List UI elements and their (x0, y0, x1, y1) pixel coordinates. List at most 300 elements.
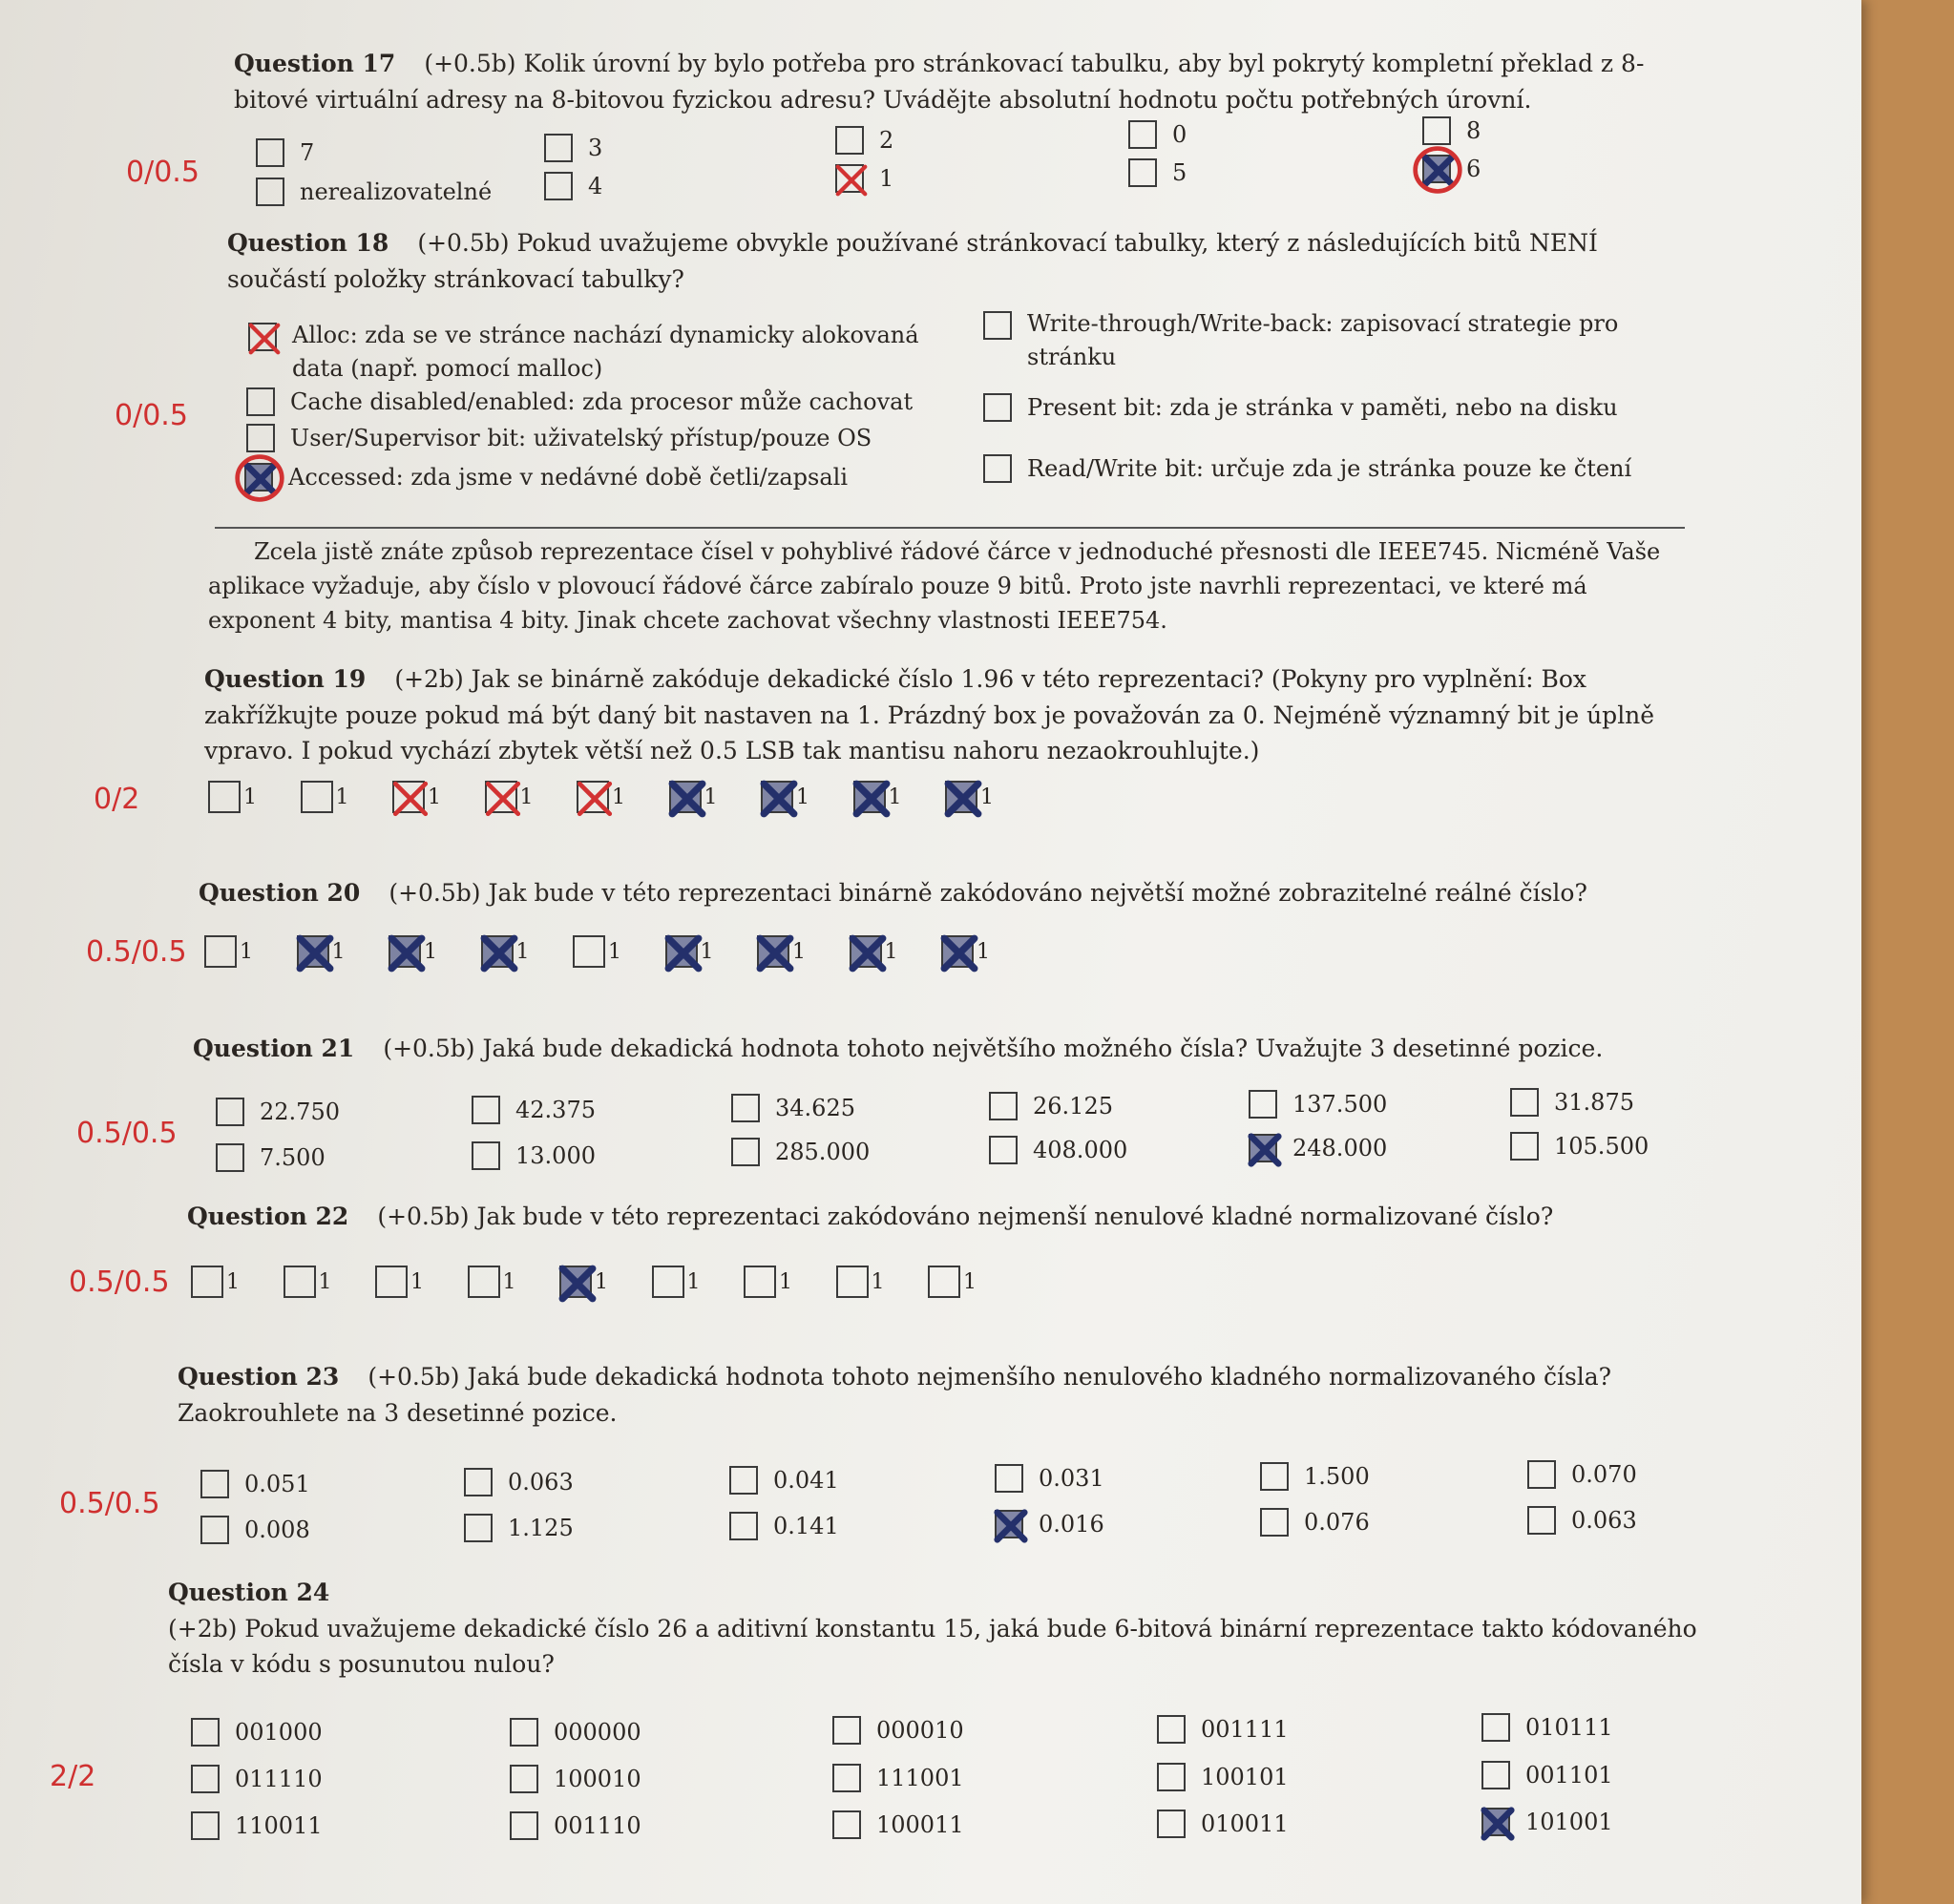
q17-option[interactable] (544, 134, 602, 162)
checkbox[interactable] (472, 1141, 500, 1170)
q19-title: Question 19 (204, 665, 367, 693)
checkbox[interactable] (832, 1810, 861, 1839)
q18-text: (+0.5b) Pokud uvažujeme obvykle používané stránkovací tabulky, který z následujících bitů NENÍ součástí položky stránkovací tabulky? (227, 229, 1598, 293)
q18-option[interactable] (246, 424, 872, 452)
bit-label: 1 (515, 939, 530, 964)
checkbox[interactable] (995, 1464, 1023, 1493)
option-label: 31.875 (1554, 1089, 1634, 1116)
option-label: 0.070 (1571, 1461, 1637, 1488)
blue-cross-mark (295, 933, 335, 973)
q20-bit-row (204, 935, 1016, 975)
q17-option[interactable] (1128, 158, 1187, 187)
q24-option[interactable] (510, 1811, 641, 1840)
option-label: 101001 (1525, 1809, 1613, 1835)
option-label: 26.125 (1033, 1093, 1113, 1119)
checkbox[interactable] (464, 1468, 493, 1496)
q23-option[interactable] (1260, 1508, 1370, 1537)
checkbox[interactable] (204, 935, 237, 968)
red-circle-mark (233, 451, 286, 505)
bit-label: 1 (331, 939, 346, 964)
q22-title: Question 22 (187, 1203, 349, 1230)
bit-label: 1 (595, 1269, 608, 1294)
checkbox[interactable] (652, 1266, 684, 1298)
bit-label: 1 (871, 1269, 885, 1294)
option-label: 42.375 (515, 1097, 596, 1123)
checkbox[interactable] (744, 1266, 776, 1298)
checkbox[interactable] (256, 138, 284, 167)
checkbox[interactable] (832, 1716, 861, 1745)
checkbox[interactable] (389, 935, 421, 968)
checkbox[interactable] (244, 463, 273, 492)
checkbox[interactable] (216, 1098, 244, 1126)
checkbox[interactable] (1157, 1810, 1186, 1838)
option-label: 001111 (1201, 1716, 1289, 1743)
bit-option[interactable] (392, 781, 441, 813)
q20-header (199, 875, 1697, 911)
bit-option[interactable] (204, 935, 253, 968)
checkbox[interactable] (544, 172, 573, 200)
blue-cross-mark (848, 933, 888, 973)
q23-option[interactable] (1527, 1460, 1637, 1489)
checkbox[interactable] (191, 1266, 223, 1298)
q24-option[interactable] (1481, 1761, 1613, 1789)
blue-cross-mark (759, 779, 799, 819)
checkbox[interactable] (256, 178, 284, 206)
bit-option[interactable] (375, 1266, 424, 1298)
checkbox[interactable] (1510, 1088, 1539, 1117)
blue-cross-mark (1247, 1132, 1283, 1168)
q17-option[interactable] (256, 138, 314, 167)
q20-score: 0.5/0.5 (86, 935, 187, 969)
bit-label: 1 (704, 785, 718, 809)
bit-label: 1 (318, 1269, 332, 1294)
option-label: 0.031 (1039, 1465, 1104, 1492)
q20-text: (+0.5b) Jak bude v této reprezentaci binárně zakódováno největší možné zobrazitelné reálné číslo? (389, 879, 1587, 907)
checkbox[interactable] (853, 781, 886, 813)
q24-option[interactable] (510, 1765, 641, 1793)
q17-text: (+0.5b) Kolik úrovní by bylo potřeba pro stránkovací tabulku, aby byl pokrytý kompletní překlad z 8-bitové virtuální adresy na 8-bitovou fyzickou adresu? Uvádějte absolutní hodnotu počtu potřebných úrovní. (234, 50, 1645, 114)
bit-label: 1 (686, 1269, 701, 1294)
checkbox[interactable] (375, 1266, 408, 1298)
option-label: 7.500 (260, 1144, 326, 1171)
q18-option[interactable] (246, 387, 913, 416)
q17-option[interactable] (835, 126, 893, 155)
q21-option[interactable] (1510, 1088, 1634, 1117)
option-label: 8 (1466, 117, 1481, 144)
q22-bit-row (191, 1266, 1002, 1306)
bit-option[interactable] (577, 781, 625, 813)
bit-option[interactable] (389, 935, 437, 968)
bit-option[interactable] (928, 1266, 977, 1298)
checkbox[interactable] (928, 1266, 960, 1298)
q21-title: Question 21 (193, 1035, 355, 1062)
option-label: 111001 (876, 1765, 964, 1791)
q20-title: Question 20 (199, 879, 361, 907)
option-label: nerealizovatelné (300, 178, 493, 205)
bit-option[interactable] (669, 781, 718, 813)
option-label: 0.051 (244, 1471, 310, 1497)
checkbox[interactable] (544, 134, 573, 162)
checkbox[interactable] (729, 1512, 758, 1540)
option-label: 137.500 (1292, 1091, 1388, 1118)
checkbox[interactable] (850, 935, 882, 968)
option-label: 010011 (1201, 1810, 1289, 1837)
q18-option[interactable] (248, 319, 935, 386)
checkbox[interactable] (836, 1266, 869, 1298)
bit-label: 1 (502, 1269, 516, 1294)
bit-option[interactable] (836, 1266, 885, 1298)
bit-option[interactable] (652, 1266, 701, 1298)
q23-option[interactable] (464, 1468, 574, 1496)
checkbox[interactable] (1249, 1090, 1277, 1119)
checkbox[interactable] (731, 1138, 760, 1166)
option-label: 2 (879, 127, 894, 154)
q17-score: 0/0.5 (126, 156, 200, 189)
q24-text: (+2b) Pokud uvažujeme dekadické číslo 26 a aditivní konstantu 15, jaká bude 6-bitová binární reprezentace takto kódovaného čísla v kódu s posunutou nulou? (168, 1614, 1697, 1678)
option-label: 001000 (235, 1719, 323, 1746)
checkbox[interactable] (832, 1764, 861, 1792)
option-label: 0.016 (1039, 1511, 1104, 1538)
bit-option[interactable] (297, 935, 346, 968)
q23-score: 0.5/0.5 (59, 1487, 160, 1520)
option-label: 100010 (554, 1766, 641, 1792)
checkbox[interactable] (989, 1092, 1018, 1120)
checkbox[interactable] (1510, 1132, 1539, 1161)
option-label: 3 (588, 135, 603, 161)
checkbox[interactable] (835, 126, 864, 155)
checkbox[interactable] (246, 387, 275, 416)
option-label: 010111 (1525, 1714, 1613, 1741)
bit-label: 1 (243, 785, 257, 809)
option-label: 34.625 (775, 1095, 855, 1121)
option-label: 0.076 (1304, 1509, 1370, 1536)
q21-option[interactable] (216, 1098, 340, 1126)
q17-title: Question 17 (234, 50, 396, 77)
checkbox[interactable] (468, 1266, 500, 1298)
option-label: 0.141 (773, 1513, 839, 1539)
checkbox[interactable] (200, 1516, 229, 1544)
bit-label: 1 (884, 939, 898, 964)
q23-header (178, 1359, 1724, 1431)
q21-option[interactable] (1249, 1134, 1387, 1162)
q21-option[interactable] (216, 1143, 326, 1172)
option-label: 0.008 (244, 1517, 310, 1543)
bit-option[interactable] (853, 781, 902, 813)
checkbox[interactable] (1249, 1134, 1277, 1162)
q24-option[interactable] (1157, 1810, 1289, 1838)
q17-header (234, 46, 1685, 117)
q19-text: (+2b) Jak se binárně zakóduje dekadické číslo 1.96 v této reprezentaci? (Pokyny pro vyplnění: Box zakřížkujte pouze pokud má být daný bit nastaven na 1. Prázdný box je považován za 0. Nejméně významný bit je úplně vpravo. I pokud vychází zbytek větší než 0.5 LSB tak mantisu nahoru nezaokrouhlujte.) (204, 665, 1655, 764)
q18-option[interactable] (983, 454, 1631, 483)
q23-option[interactable] (200, 1516, 310, 1544)
q19-bit-row (208, 781, 1019, 821)
bit-label: 1 (779, 1269, 792, 1294)
checkbox[interactable] (983, 454, 1012, 483)
q17-option[interactable] (835, 164, 893, 193)
blue-cross-mark (387, 933, 427, 973)
q24-option[interactable] (191, 1811, 323, 1840)
q22-header (187, 1199, 1686, 1235)
intro-paragraph: Zcela jistě znáte způsob reprezentace čísel v pohyblivé řádové čárce v jednoduché přesnosti dle IEEE745. Nicméně Vaše aplikace vyžaduje, aby číslo v plovoucí řádové čárce zabíralo pouze 9 bitů. Proto jste navrhli reprezentaci, ve které má exponent 4 bity, mantisa 4 bity. Jinak chcete zachovat všechny vlastnosti IEEE754. (208, 538, 1661, 634)
bit-label: 1 (240, 939, 253, 964)
q24-title: Question 24 (168, 1579, 330, 1606)
q24-option[interactable] (1157, 1715, 1289, 1744)
q24-option[interactable] (1481, 1713, 1613, 1742)
checkbox[interactable] (191, 1765, 220, 1793)
checkbox[interactable] (248, 323, 277, 351)
bit-option[interactable] (559, 1266, 608, 1298)
option-label: 001110 (554, 1812, 641, 1839)
option-label: Cache disabled/enabled: zda procesor může cachovat (290, 388, 914, 415)
q21-option[interactable] (472, 1096, 596, 1124)
bit-label: 1 (226, 1269, 240, 1294)
q18-option[interactable] (244, 463, 848, 492)
bit-label: 1 (608, 939, 621, 964)
option-label: 4 (588, 173, 603, 199)
checkbox[interactable] (464, 1514, 493, 1542)
bit-option[interactable] (301, 781, 349, 813)
blue-cross-mark (479, 933, 519, 973)
checkbox[interactable] (665, 935, 698, 968)
option-label: Read/Write bit: určuje zda je stránka pouze ke čtení (1027, 455, 1632, 482)
checkbox[interactable] (1260, 1462, 1289, 1491)
checkbox[interactable] (392, 781, 425, 813)
checkbox[interactable] (729, 1466, 758, 1495)
checkbox[interactable] (200, 1470, 229, 1498)
q21-option[interactable] (1510, 1132, 1649, 1161)
q24-option[interactable] (832, 1764, 964, 1792)
checkbox[interactable] (995, 1510, 1023, 1538)
bit-label: 1 (424, 939, 437, 964)
checkbox[interactable] (983, 311, 1012, 340)
q22-text: (+0.5b) Jak bude v této reprezentaci zakódováno nejmenší nenulové kladné normalizované číslo? (377, 1203, 1554, 1230)
q23-text: (+0.5b) Jaká bude dekadická hodnota tohoto nejmenšího nenulového kladného normalizovaného čísla? Zaokrouhlete na 3 desetinné pozice. (178, 1363, 1612, 1427)
bit-option[interactable] (744, 1266, 792, 1298)
option-label: 110011 (235, 1812, 323, 1839)
checkbox[interactable] (577, 781, 609, 813)
blue-cross-mark (943, 779, 983, 819)
q18-option[interactable] (983, 307, 1690, 374)
option-label: 105.500 (1554, 1133, 1649, 1160)
checkbox[interactable] (1157, 1715, 1186, 1744)
red-cross-mark (575, 779, 615, 819)
q21-option[interactable] (989, 1092, 1113, 1120)
q19-score: 0/2 (94, 783, 140, 816)
option-label: 1 (879, 165, 894, 192)
bit-label: 1 (792, 939, 806, 964)
blue-cross-mark (557, 1264, 598, 1304)
checkbox[interactable] (510, 1718, 538, 1747)
blue-cross-mark (755, 933, 795, 973)
bit-label: 1 (428, 785, 441, 809)
bit-option[interactable] (284, 1266, 332, 1298)
q19-header (204, 661, 1703, 769)
q23-option[interactable] (1260, 1462, 1370, 1491)
q17-option[interactable] (1422, 116, 1481, 145)
bit-option[interactable] (945, 781, 994, 813)
checkbox[interactable] (1481, 1713, 1510, 1742)
q24-score: 2/2 (50, 1760, 96, 1793)
checkbox[interactable] (481, 935, 514, 968)
option-label: 1.500 (1304, 1463, 1370, 1490)
checkbox[interactable] (1481, 1808, 1510, 1836)
q18-title: Question 18 (227, 229, 389, 257)
q21-option[interactable] (1249, 1090, 1387, 1119)
checkbox[interactable] (731, 1094, 760, 1122)
checkbox[interactable] (1260, 1508, 1289, 1537)
q24-option[interactable] (191, 1765, 323, 1793)
option-label: Present bit: zda je stránka v paměti, nebo na disku (1027, 394, 1618, 421)
checkbox[interactable] (472, 1096, 500, 1124)
option-label: 5 (1172, 159, 1187, 186)
q17-option[interactable] (1422, 155, 1481, 183)
q21-option[interactable] (731, 1094, 855, 1122)
checkbox[interactable] (191, 1811, 220, 1840)
checkbox[interactable] (559, 1266, 592, 1298)
bit-option[interactable] (665, 935, 714, 968)
option-label: 0.063 (1571, 1507, 1637, 1534)
blue-cross-mark (993, 1508, 1029, 1544)
checkbox[interactable] (208, 781, 241, 813)
option-label: User/Supervisor bit: uživatelský přístup/pouze OS (290, 425, 872, 451)
checkbox[interactable] (983, 393, 1012, 422)
q24-option[interactable] (510, 1718, 641, 1747)
q21-option[interactable] (989, 1136, 1127, 1164)
checkbox[interactable] (246, 424, 275, 452)
q18-score: 0/0.5 (115, 399, 188, 432)
checkbox[interactable] (1527, 1506, 1556, 1535)
q21-text: (+0.5b) Jaká bude dekadická hodnota tohoto největšího možného čísla? Uvažujte 3 desetinné pozice. (383, 1035, 1604, 1062)
bit-option[interactable] (941, 935, 990, 968)
q23-option[interactable] (200, 1470, 310, 1498)
bit-label: 1 (888, 785, 902, 809)
checkbox[interactable] (510, 1765, 538, 1793)
checkbox[interactable] (1422, 116, 1451, 145)
option-label: Write-through/Write-back: zapisovací strategie pro stránku (1027, 310, 1619, 370)
bit-option[interactable] (468, 1266, 516, 1298)
checkbox[interactable] (757, 935, 789, 968)
option-label: 100011 (876, 1811, 964, 1838)
q17-option[interactable] (544, 172, 602, 200)
q17-option[interactable] (256, 178, 492, 206)
checkbox[interactable] (761, 781, 793, 813)
checkbox[interactable] (216, 1143, 244, 1172)
section-divider (215, 527, 1685, 529)
q24-option[interactable] (1481, 1808, 1613, 1836)
bit-option[interactable] (850, 935, 898, 968)
q21-score: 0.5/0.5 (76, 1117, 178, 1150)
q21-option[interactable] (731, 1138, 870, 1166)
q24-option[interactable] (832, 1810, 964, 1839)
bit-label: 1 (335, 785, 349, 809)
checkbox[interactable] (941, 935, 974, 968)
option-label: 408.000 (1033, 1137, 1128, 1163)
q23-option[interactable] (1527, 1506, 1637, 1535)
option-label: 0.041 (773, 1467, 839, 1494)
q24-header (168, 1575, 1753, 1683)
q17-option[interactable] (1128, 120, 1187, 149)
q24-option[interactable] (832, 1716, 964, 1745)
option-label: 000010 (876, 1717, 964, 1744)
checkbox[interactable] (297, 935, 329, 968)
option-label: 248.000 (1292, 1135, 1388, 1161)
q23-option[interactable] (729, 1466, 839, 1495)
checkbox[interactable] (485, 781, 517, 813)
bit-option[interactable] (485, 781, 534, 813)
checkbox[interactable] (1128, 158, 1157, 187)
bit-label: 1 (796, 785, 809, 809)
bit-option[interactable] (481, 935, 530, 968)
option-label: Accessed: zda jsme v nedávné době četli/zapsali (288, 464, 849, 491)
checkbox[interactable] (1422, 155, 1451, 183)
q22-score: 0.5/0.5 (69, 1266, 170, 1299)
blue-cross-mark (1480, 1806, 1516, 1842)
bit-option[interactable] (761, 781, 809, 813)
checkbox[interactable] (989, 1136, 1018, 1164)
checkbox[interactable] (284, 1266, 316, 1298)
q23-option[interactable] (464, 1514, 574, 1542)
q21-option[interactable] (472, 1141, 596, 1170)
q24-option[interactable] (1157, 1763, 1289, 1791)
bit-option[interactable] (757, 935, 806, 968)
q18-option[interactable] (983, 393, 1618, 422)
q24-option[interactable] (191, 1718, 323, 1747)
checkbox[interactable] (1527, 1460, 1556, 1489)
option-label: 011110 (235, 1766, 323, 1792)
red-cross-mark (833, 162, 870, 199)
checkbox[interactable] (573, 935, 605, 968)
blue-cross-mark (939, 933, 979, 973)
checkbox[interactable] (191, 1718, 220, 1747)
checkbox[interactable] (669, 781, 702, 813)
checkbox[interactable] (1157, 1763, 1186, 1791)
checkbox[interactable] (835, 164, 864, 193)
blue-cross-mark (851, 779, 892, 819)
bit-option[interactable] (573, 935, 621, 968)
checkbox[interactable] (945, 781, 977, 813)
bit-option[interactable] (191, 1266, 240, 1298)
option-label: 285.000 (775, 1139, 871, 1165)
bit-label: 1 (963, 1269, 977, 1294)
option-label: 000000 (554, 1719, 641, 1746)
checkbox[interactable] (301, 781, 333, 813)
red-cross-mark (246, 321, 283, 357)
bit-option[interactable] (208, 781, 257, 813)
bit-label: 1 (612, 785, 625, 809)
option-label: Alloc: zda se ve stránce nachází dynamicky alokovaná data (např. pomocí malloc) (292, 322, 919, 382)
red-cross-mark (390, 779, 431, 819)
option-label: 1.125 (508, 1515, 574, 1541)
option-label: 22.750 (260, 1098, 340, 1125)
bit-label: 1 (980, 785, 994, 809)
option-label: 7 (300, 139, 315, 166)
bit-label: 1 (519, 785, 534, 809)
checkbox[interactable] (1481, 1761, 1510, 1789)
blue-cross-mark (663, 933, 704, 973)
red-cross-mark (483, 779, 523, 819)
option-label: 100101 (1201, 1764, 1289, 1790)
bit-label: 1 (410, 1269, 424, 1294)
option-label: 001101 (1525, 1762, 1613, 1789)
checkbox[interactable] (1128, 120, 1157, 149)
q23-option[interactable] (995, 1464, 1104, 1493)
option-label: 0.063 (508, 1469, 574, 1496)
red-circle-mark (1411, 143, 1464, 197)
q23-option[interactable] (729, 1512, 839, 1540)
q23-option[interactable] (995, 1510, 1104, 1538)
checkbox[interactable] (510, 1811, 538, 1840)
bit-label: 1 (977, 939, 990, 964)
